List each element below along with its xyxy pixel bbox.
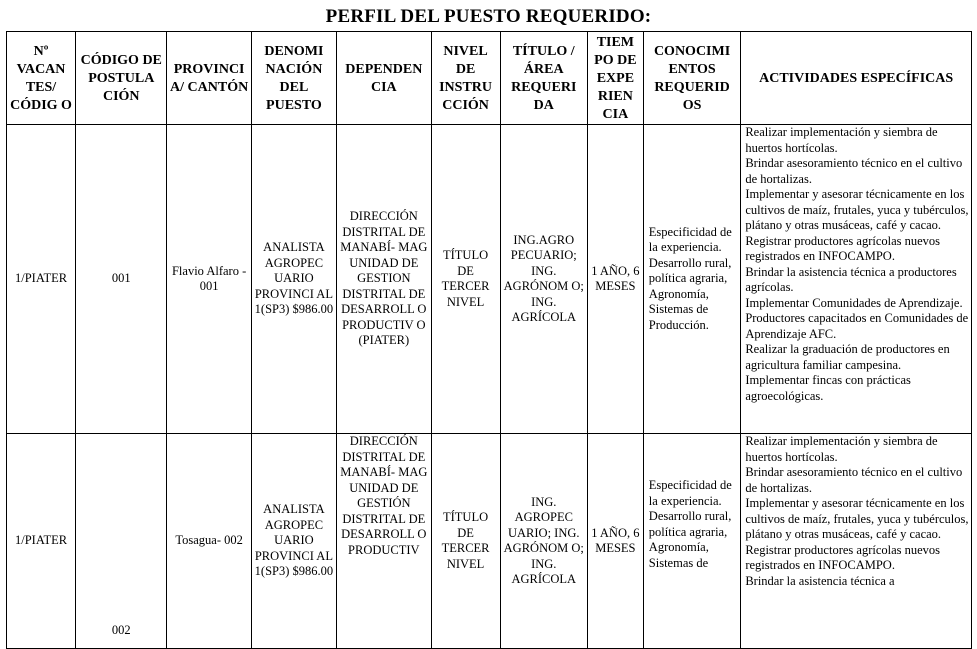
table-row bbox=[7, 434, 972, 649]
dependencia-text: DIRECCIÓN DISTRITAL DE MANABÍ- MAG UNIDAD DE GESTIÓN DISTRITAL DE DESARROLL O PRODUCTIV bbox=[340, 434, 428, 557]
actividades-text: Realizar implementación y siembra de huertos hortícolas. Brindar asesoramiento técnico en el cultivo de hortalizas. Implementar y asesorar técnicamente en los cultivos de maíz, frutales, yuca y tubérculos, plátano y otras musáceas, café y cacao. Registrar productores agrícolas nuevos registrados en INFOCAMPO. Brindar la asistencia técnica a productores agrícolas. Implementar Comunidades de Aprendizaje. Productores capacitados en Comunidades de Aprendizaje AFC. Realizar la graduación de productores en agricultura familiar campesina. Implementar fincas con prácticas agroecológicas. bbox=[745, 125, 969, 403]
col-header-codigo: CÓDIGO DE POSTULA CIÓN bbox=[76, 32, 167, 125]
cell-titulo: ING. AGROPEC UARIO; ING. AGRÓNOM O; ING. AGRÍCOLA bbox=[500, 434, 587, 649]
cell-experiencia: 1 AÑO, 6 MESES bbox=[587, 125, 643, 434]
col-header-experiencia: TIEM PO DE EXPE RIEN CIA bbox=[587, 32, 643, 125]
header-row bbox=[7, 32, 972, 125]
col-header-nivel: NIVEL DE INSTRU CCIÓN bbox=[431, 32, 500, 125]
job-profile-table bbox=[6, 31, 972, 649]
cell-vacantes: 1/PIATER bbox=[7, 125, 76, 434]
col-header-actividades: ACTIVIDADES ESPECÍFICAS bbox=[741, 32, 972, 125]
cell-conocimientos: Especificidad de la experiencia. Desarrollo rural, política agraria, Agronomía, Sistemas de Producción. bbox=[643, 125, 741, 434]
cell-nivel: TÍTULO DE TERCER NIVEL bbox=[431, 125, 500, 434]
cell-dependencia bbox=[337, 434, 431, 649]
cell-codigo: 002 bbox=[76, 434, 167, 649]
cell-canton: Tosagua- 002 bbox=[167, 434, 251, 649]
cell-canton: Flavio Alfaro - 001 bbox=[167, 125, 251, 434]
cell-titulo: ING.AGRO PECUARIO; ING. AGRÓNOM O; ING. AGRÍCOLA bbox=[500, 125, 587, 434]
col-header-dependencia: DEPENDEN CIA bbox=[337, 32, 431, 125]
cell-actividades bbox=[741, 125, 972, 434]
cell-nivel: TÍTULO DE TERCER NIVEL bbox=[431, 434, 500, 649]
cell-puesto: ANALISTA AGROPEC UARIO PROVINCI AL 1(SP3) $986.00 bbox=[251, 125, 336, 434]
page-title: PERFIL DEL PUESTO REQUERIDO: bbox=[325, 6, 652, 27]
cell-conocimientos bbox=[643, 434, 741, 649]
conocimientos-text: Especificidad de la experiencia. Desarrollo rural, política agraria, Agronomía, Sistemas de bbox=[648, 478, 732, 570]
cell-dependencia: DIRECCIÓN DISTRITAL DE MANABÍ- MAG UNIDAD DE GESTION DISTRITAL DE DESARROLL O PRODUCTIV O (PIATER) bbox=[337, 125, 431, 434]
table-row bbox=[7, 125, 972, 434]
col-header-conocimientos: CONOCIMI ENTOS REQUERID OS bbox=[643, 32, 741, 125]
col-header-vacantes: Nº VACAN TES/ CÓDIG O bbox=[7, 32, 76, 125]
cell-experiencia: 1 AÑO, 6 MESES bbox=[587, 434, 643, 649]
actividades-text: Realizar implementación y siembra de huertos hortícolas. Brindar asesoramiento técnico en el cultivo de hortalizas. Implementar y asesorar técnicamente en los cultivos de maíz, frutales, yuca y tubérculos, plátano y otras musáceas, café y cacao. Registrar productores agrícolas nuevos registrados en INFOCAMPO. Brindar la asistencia técnica a bbox=[745, 434, 969, 588]
col-header-canton: PROVINCI A/ CANTÓN bbox=[167, 32, 251, 125]
col-header-puesto: DENOMI NACIÓN DEL PUESTO bbox=[251, 32, 336, 125]
col-header-titulo: TÍTULO /ÁREA REQUERI DA bbox=[500, 32, 587, 125]
cell-actividades bbox=[741, 434, 972, 649]
cell-codigo: 001 bbox=[76, 125, 167, 434]
cell-puesto: ANALISTA AGROPEC UARIO PROVINCI AL 1(SP3) $986.00 bbox=[251, 434, 336, 649]
cell-vacantes: 1/PIATER bbox=[7, 434, 76, 649]
